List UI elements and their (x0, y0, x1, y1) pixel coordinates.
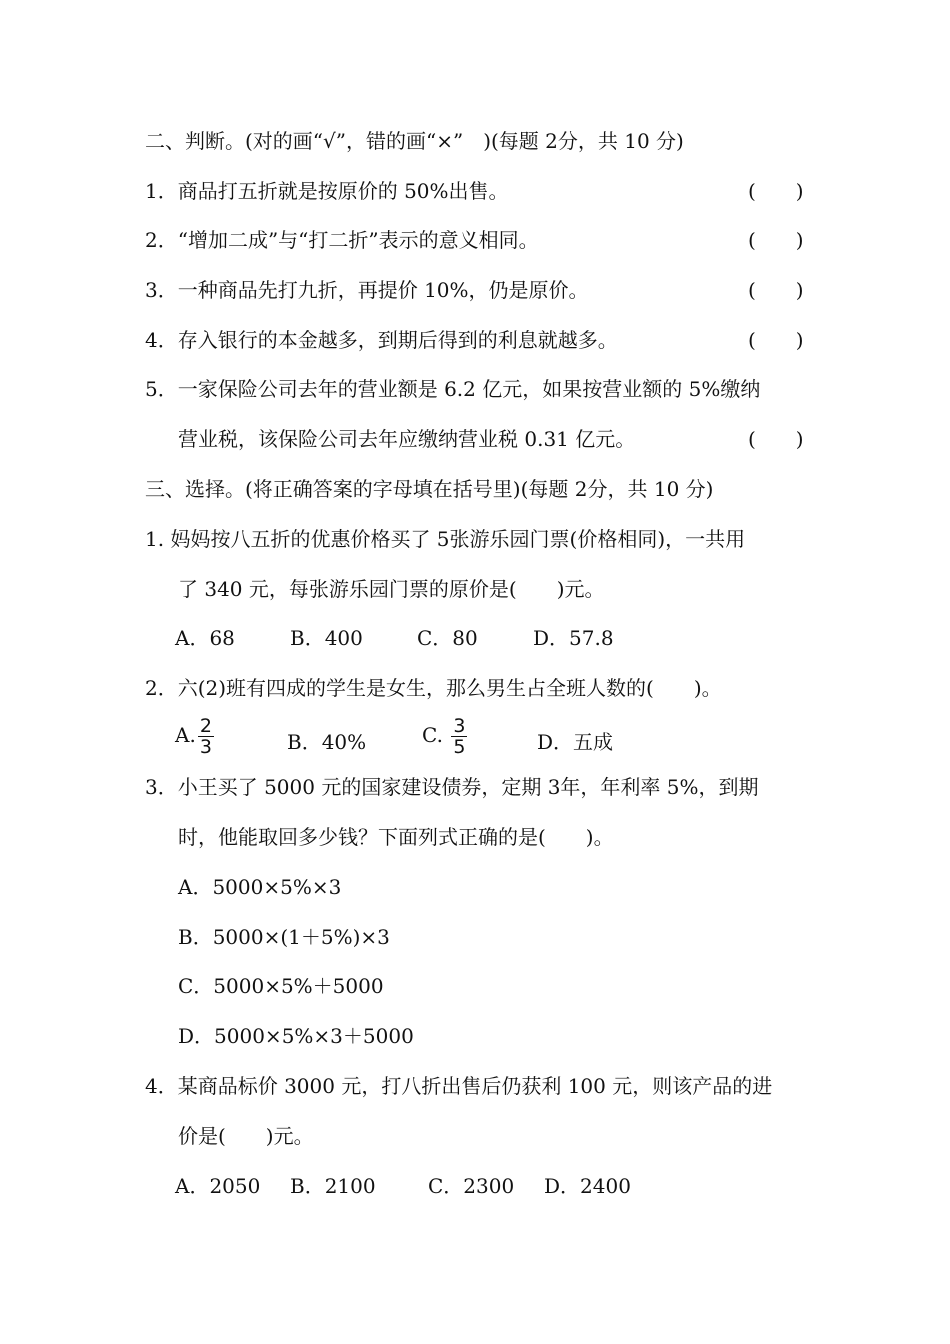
section-2-heading: 二、判断。(对的画“√”，错的画“×” )(每题 2分，共 10 分) (145, 129, 684, 153)
fraction-three-fifths (451, 716, 467, 757)
answer-paren-3[interactable]: ( ) (748, 278, 804, 302)
choice-q2-line1: 2．六(2)班有四成的学生是女生，那么男生占全班人数的( )。 (145, 676, 722, 700)
choice-q4-option-d[interactable]: D．2400 (544, 1174, 631, 1198)
choice-q1-option-b[interactable]: B．400 (290, 626, 363, 650)
answer-paren-5[interactable]: ( ) (748, 427, 804, 451)
choice-q2-option-c[interactable] (422, 716, 467, 757)
choice-q3-option-d[interactable]: D．5000×5%×3＋5000 (178, 1024, 414, 1048)
choice-q3-option-a[interactable]: A．5000×5%×3 (178, 875, 342, 899)
choice-q3-line2: 时，他能取回多少钱？下面列式正确的是( )。 (178, 825, 614, 849)
choice-q1-option-a[interactable]: A．68 (175, 626, 235, 650)
choice-q3-option-c[interactable]: C．5000×5%＋5000 (178, 974, 384, 998)
judge-item-3: 3．一种商品先打九折，再提价 10%，仍是原价。 (145, 278, 589, 302)
fraction-numerator: 3 (453, 715, 466, 737)
choice-q2-option-d[interactable]: D．五成 (537, 730, 614, 754)
choice-q1-option-d[interactable]: D．57.8 (533, 626, 614, 650)
choice-q2-option-c-label: C. (422, 723, 443, 747)
judge-item-4: 4．存入银行的本金越多，到期后得到的利息就越多。 (145, 328, 618, 352)
choice-q4-line2: 价是( )元。 (178, 1124, 314, 1148)
choice-q4-line1: 4．某商品标价 3000 元，打八折出售后仍获利 100 元，则该产品的进 (145, 1074, 773, 1098)
choice-q4-option-a[interactable]: A．2050 (175, 1174, 261, 1198)
choice-q3-line1: 3．小王买了 5000 元的国家建设债券，定期 3年，年利率 5%，到期 (145, 775, 759, 799)
answer-paren-2[interactable]: ( ) (748, 228, 804, 252)
choice-q2-option-a[interactable] (175, 716, 214, 757)
fraction-denominator: 5 (453, 736, 466, 758)
judge-item-5-continued: 营业税，该保险公司去年应缴纳营业税 0.31 亿元。 (178, 427, 636, 451)
choice-q3-option-b[interactable]: B．5000×(1＋5%)×3 (178, 925, 390, 949)
judge-item-5: 5．一家保险公司去年的营业额是 6.2 亿元，如果按营业额的 5%缴纳 (145, 377, 761, 401)
choice-q2-option-a-label: A. (175, 723, 196, 747)
judge-item-1: 1．商品打五折就是按原价的 50%出售。 (145, 179, 509, 203)
answer-paren-1[interactable]: ( ) (748, 179, 804, 203)
fraction-two-thirds (198, 716, 214, 757)
section-3-heading: 三、选择。(将正确答案的字母填在括号里)(每题 2分，共 10 分) (145, 477, 714, 501)
choice-q4-option-b[interactable]: B．2100 (290, 1174, 376, 1198)
choice-q1-line2: 了 340 元，每张游乐园门票的原价是( )元。 (178, 577, 605, 601)
choice-q4-option-c[interactable]: C．2300 (428, 1174, 515, 1198)
choice-q2-option-b[interactable]: B．40% (287, 730, 367, 754)
choice-q1-option-c[interactable]: C．80 (417, 626, 478, 650)
fraction-denominator: 3 (199, 736, 212, 758)
judge-item-2: 2．“增加二成”与“打二折”表示的意义相同。 (145, 228, 539, 252)
answer-paren-4[interactable]: ( ) (748, 328, 804, 352)
choice-q1-line1: 1. 妈妈按八五折的优惠价格买了 5张游乐园门票(价格相同)，一共用 (145, 527, 746, 551)
fraction-numerator: 2 (199, 715, 212, 737)
